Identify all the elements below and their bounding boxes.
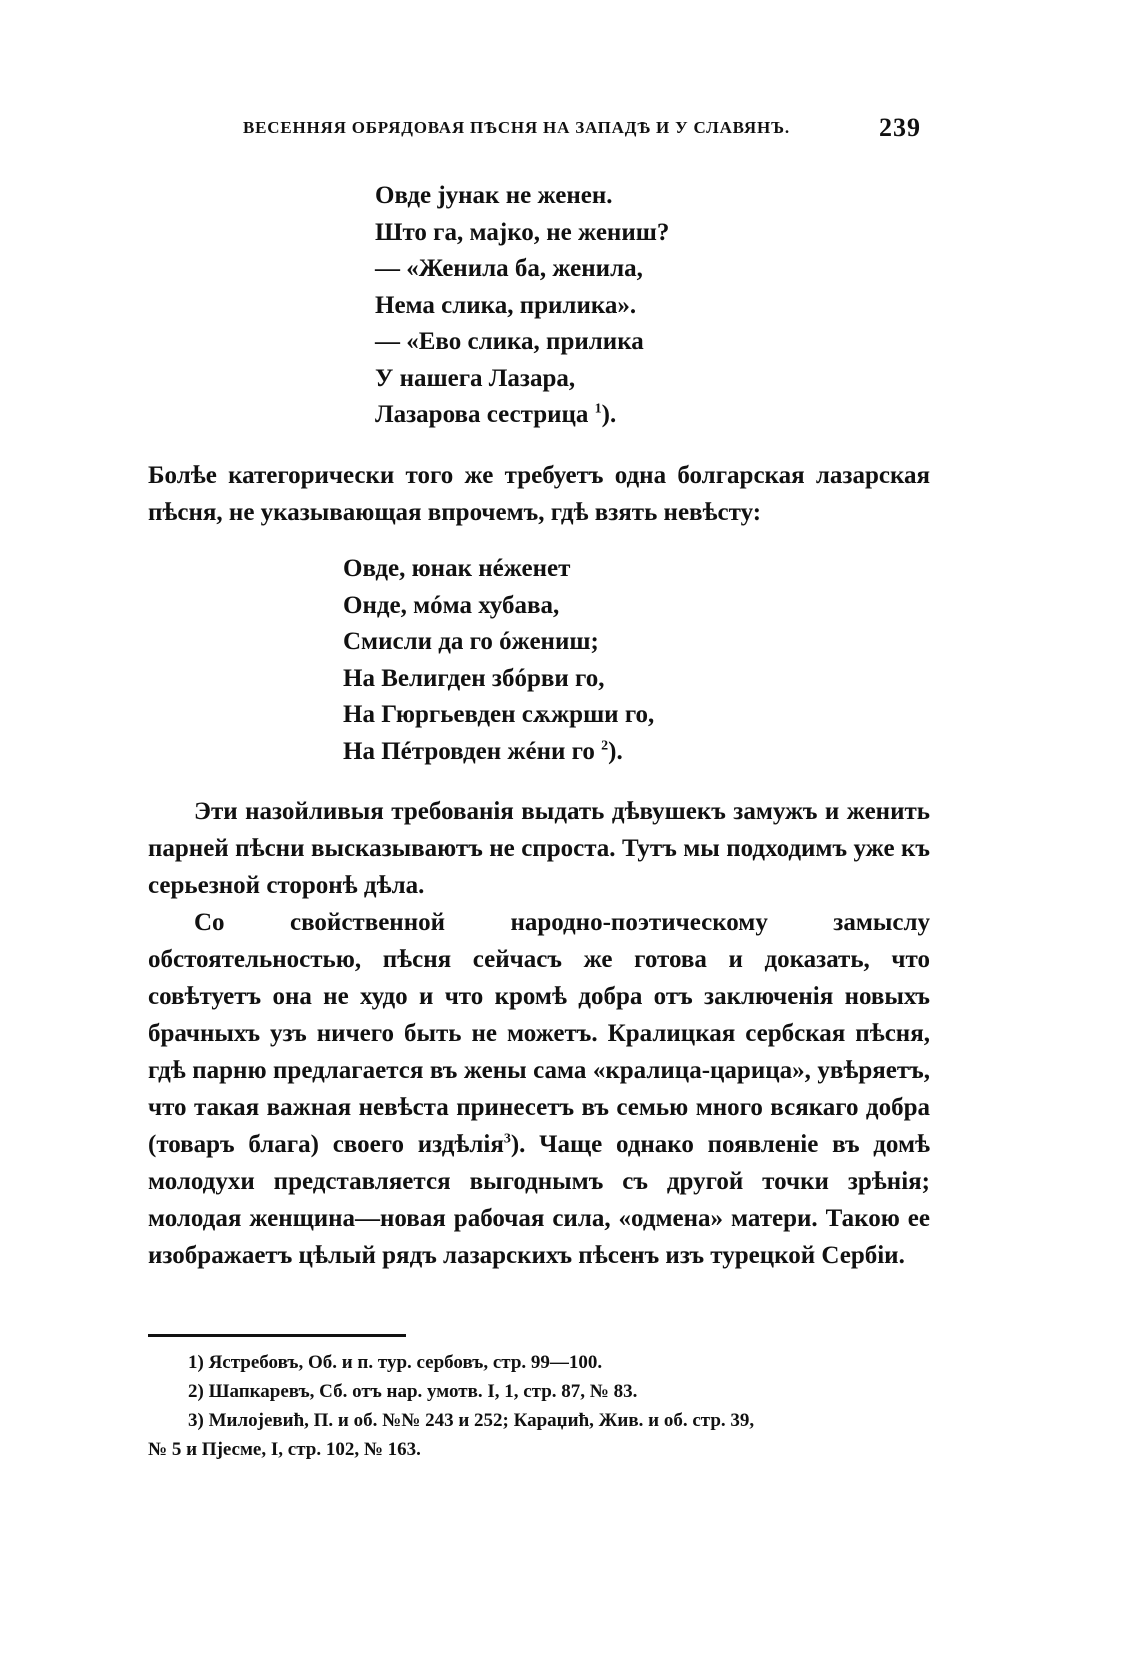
footnote-3: 3) Милојевић, П. и об. №№ 243 и 252; Караџић, Жив. и об. стр. 39,: [188, 1410, 755, 1431]
verse-line: Овде, юнак нéженет: [343, 555, 571, 582]
footnote-ref-1[interactable]: 1: [594, 401, 602, 417]
verse-line: У нашега Лазара,: [375, 364, 576, 392]
footnote-1: 1) Ястребовъ, Об. и п. тур. сербовъ, стр. 99—100.: [188, 1352, 603, 1373]
footnotes: [148, 1348, 930, 1464]
body-text: [148, 793, 930, 1274]
paragraph-text-b: ). Чаще однако появленіе въ домѣ молодухи представляется выгоднымъ съ другой точки зрѣнія; молодая женщина—новая рабочая сила, «одмена» матери. Такою ее изображаетъ цѣлый рядъ лазарскихъ пѣсенъ изъ турецкой Сербіи.: [148, 1131, 930, 1269]
verse-line: Онде, мóма хубава,: [343, 591, 560, 619]
footnote-ref-3[interactable]: 3: [503, 1131, 511, 1147]
verse-line: — «Женила ба, женила,: [375, 255, 643, 282]
verse-close: ).: [601, 401, 617, 428]
verse-line: Што га, мајко, не жениш?: [375, 218, 670, 246]
verse-line: Смисли да го óжениш;: [343, 628, 599, 655]
verse-line: На Гюргьевден сѫжрши го,: [343, 701, 655, 728]
footnote-separator: [148, 1334, 406, 1337]
running-head: ВЕСЕННЯЯ ОБРЯДОВАЯ ПѢСНЯ НА ЗАПАДѢ И У СЛАВЯНЪ.: [243, 118, 790, 137]
verse-block-bulgarian: [343, 551, 654, 770]
paragraph-bulgarian-intro: [148, 457, 930, 531]
verse-line-last: [343, 734, 654, 771]
footnote-3-continuation: № 5 и Пјесме, I, стр. 102, № 163.: [148, 1439, 421, 1460]
verse-line: — «Ево слика, прилика: [375, 328, 644, 355]
verse-close: ).: [608, 737, 623, 765]
paragraph-requirements: Эти назойливыя требованія выдать дѣвушекъ замужъ и женить парней пѣсни высказываютъ не спроста. Тутъ мы подходимъ уже къ серьезной сторонѣ дѣла.: [148, 798, 930, 899]
page-number: 239: [879, 113, 921, 142]
verse-line: Нема слика, прилика».: [375, 291, 637, 319]
paragraph-benefits: [148, 904, 930, 1274]
footnote-ref-2[interactable]: 2: [601, 738, 609, 754]
verse-line-last: [375, 397, 669, 434]
verse-text: На Пéтровден жéни го: [343, 737, 595, 765]
paragraph-text: Болѣе категорически того же требуетъ одна болгарская лазарская пѣсня, не указывающая впрочемъ, гдѣ взять невѣсту:: [148, 462, 930, 526]
verse-line: Овде јунак не женен.: [375, 182, 613, 209]
footnote-2: 2) Шапкаревъ, Сб. отъ нар. умотв. I, 1, стр. 87, № 83.: [188, 1381, 638, 1402]
verse-line: На Велигден збóрви го,: [343, 664, 605, 692]
verse-text: Лазарова сестрица: [375, 401, 589, 428]
paragraph-text-a: Со свойственной народно-поэтическому замыслу обстоятельностью, пѣсня сейчасъ же готова и доказать, что совѣтуетъ она не худо и что кромѣ добра отъ заключенія новыхъ брачныхъ узъ ничего быть не можетъ. Кралицкая сербская пѣсня, гдѣ парню предлагается въ жены сама «кралица-царица», увѣряетъ, что такая важная невѣста принесетъ въ семью много всякаго добра (товаръ блага) своего издѣлія: [148, 909, 930, 1158]
verse-block-serbian: [375, 178, 669, 434]
